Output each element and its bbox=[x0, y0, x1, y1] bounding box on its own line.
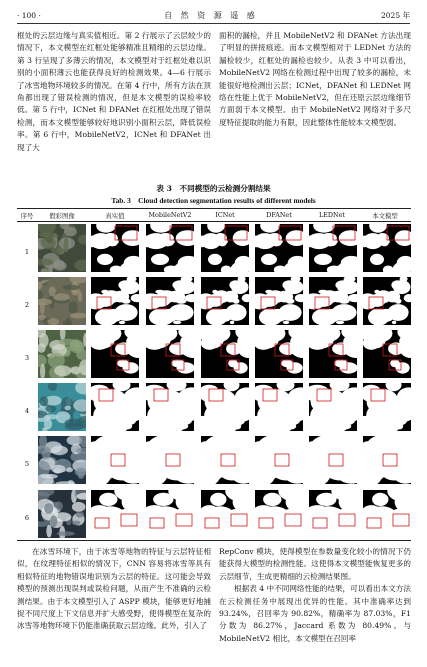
ours-mask-row-4 bbox=[363, 383, 411, 431]
paragraph: RepConv 模块，使得模型在参数量变化较小的情况下仍能获得大模型的检测性能。这使得本文模型能恢复更多的云层细节，生成更精细的云检测结果图。 bbox=[219, 547, 411, 581]
paragraph: 在冰雪环境下，由于冰雪等地物的特征与云层特征相似，在纹理特征相似的情况下，CNN 容易将冰雪等具有相似特征的地物错误地识别为云层的特征。这可能会导致模型的预测出现误判或误检问题，从而产生不准确的云检测结果。由于本文模型引入了 ASPP 模块，能够更好地捕捉不同尺度上下文信息并扩大感受野，使得模型在复杂的冰雪等地物环境下仍能准确获取云层边缘。此外，引入了 bbox=[17, 547, 211, 631]
journal-title: 自 然 资 源 遥 感 bbox=[164, 10, 258, 20]
lednet-mask-row-6 bbox=[309, 490, 357, 538]
table-header-dfanet: DFANet bbox=[266, 211, 292, 219]
icnet-mask-row-4 bbox=[201, 383, 249, 431]
icnet-mask-row-5 bbox=[201, 436, 249, 484]
paragraph: 面积的漏检，并且 MobileNetV2 和 DFANet 方法出现了明显的拼接痕迹。而本文模型相对于 LEDNet 方法的漏检较少，红框处的漏检也较少。从表 3 中可以看出，MobileNetV2 网络在检测过程中出现了较多的漏检，未能很好地检测出云层；ICNet，DFANet 和 LEDNet 网络在性能上优于 MobileNetV2，但在还原云层边缘细节方面弱于本文模型。由于 MobileNetV2 网络对于多尺度特征提取的能力有限，因此整体性能较本文模型弱。 bbox=[219, 31, 411, 127]
lednet-mask-row-1 bbox=[309, 224, 357, 272]
icnet-mask-row-6 bbox=[201, 490, 249, 538]
table-header-ground-truth: 真实值 bbox=[105, 212, 125, 220]
ground-truth-mask-row-3 bbox=[91, 330, 139, 378]
page-number: · 100 · bbox=[17, 10, 41, 20]
ground-truth-mask-row-4 bbox=[91, 383, 139, 431]
table-header-index: 序号 bbox=[20, 212, 34, 220]
lednet-mask-row-5 bbox=[309, 436, 357, 484]
dfanet-mask-row-1 bbox=[255, 224, 303, 272]
ours-mask-row-1 bbox=[363, 224, 411, 272]
paragraph: 框处的云层边缘与真实值相近。第 2 行展示了云层较少的情况下，本文模型在红框处能够精准且精细的云层边缘。第 3 行呈现了多薄云的情况，本文模型对于红框处难以识别的小面积薄云也能获得良好的检测效果。4—6 行展示了冰雪地物环境较多的情况。在第 4 行中，所有方法在顶角都出现了错误检测的情况，但是本文模型的误检率较低。第 5 行中，ICNet 和 DFANet 在红框处出现了错误检测，而本文模型能够较好地识别小面积云层，降低误检率。第 6 行中，MobileNetV2，ICNet 和 DFANet 出现了大 bbox=[17, 31, 211, 152]
dfanet-mask-row-2 bbox=[255, 277, 303, 325]
ours-mask-row-5 bbox=[363, 436, 411, 484]
body-text-top-left bbox=[17, 30, 211, 154]
table-rule-bottom bbox=[17, 540, 411, 541]
icnet-mask-row-3 bbox=[201, 330, 249, 378]
ours-mask-row-6 bbox=[363, 490, 411, 538]
lednet-mask-row-4 bbox=[309, 383, 357, 431]
dfanet-mask-row-4 bbox=[255, 383, 303, 431]
year: 2025 年 bbox=[381, 10, 410, 20]
ground-truth-mask-row-5 bbox=[91, 436, 139, 484]
mobilenetv2-mask-row-1 bbox=[146, 224, 194, 272]
row-number-2: 2 bbox=[24, 301, 30, 309]
false-color-image-row-2 bbox=[38, 277, 86, 325]
table-header-ours: 本文模型 bbox=[372, 212, 398, 220]
table-caption-zh: 表 3 不同模型的云检测分割结果 bbox=[156, 184, 271, 193]
lednet-mask-row-3 bbox=[309, 330, 357, 378]
mobilenetv2-mask-row-3 bbox=[146, 330, 194, 378]
false-color-image-row-4 bbox=[38, 383, 86, 431]
row-number-6: 6 bbox=[24, 514, 30, 522]
false-color-image-row-1 bbox=[38, 224, 86, 272]
table-header-icnet: ICNet bbox=[215, 211, 235, 219]
mobilenetv2-mask-row-5 bbox=[146, 436, 194, 484]
dfanet-mask-row-6 bbox=[255, 490, 303, 538]
ground-truth-mask-row-6 bbox=[91, 490, 139, 538]
ground-truth-mask-row-2 bbox=[91, 277, 139, 325]
mobilenetv2-mask-row-6 bbox=[146, 490, 194, 538]
mobilenetv2-mask-row-2 bbox=[146, 277, 194, 325]
ours-mask-row-3 bbox=[363, 330, 411, 378]
body-text-bottom-left bbox=[17, 546, 211, 633]
body-text-top-right bbox=[219, 30, 411, 129]
table-header-false-color: 假彩图像 bbox=[49, 212, 75, 220]
icnet-mask-row-2 bbox=[201, 277, 249, 325]
row-number-5: 5 bbox=[24, 460, 30, 468]
false-color-image-row-6 bbox=[38, 490, 86, 538]
false-color-image-row-3 bbox=[38, 330, 86, 378]
icnet-mask-row-1 bbox=[201, 224, 249, 272]
row-number-3: 3 bbox=[24, 354, 30, 362]
table-rule-header bbox=[17, 221, 411, 222]
table-caption-en: Tab. 3 Cloud detection segmentation results of different models bbox=[111, 196, 316, 205]
lednet-mask-row-2 bbox=[309, 277, 357, 325]
ours-mask-row-2 bbox=[363, 277, 411, 325]
row-number-1: 1 bbox=[24, 248, 30, 256]
mobilenetv2-mask-row-4 bbox=[146, 383, 194, 431]
table-header-lednet: LEDNet bbox=[319, 211, 345, 219]
ground-truth-mask-row-1 bbox=[91, 224, 139, 272]
body-text-bottom-right bbox=[219, 546, 411, 645]
table-rule-top bbox=[17, 208, 411, 209]
dfanet-mask-row-3 bbox=[255, 330, 303, 378]
running-head bbox=[17, 10, 410, 24]
false-color-image-row-5 bbox=[38, 436, 86, 484]
paragraph: 根据表 4 中不同网络性能的结果，可以看出本文方法在云检测任务中展现出优异的性能。其中准确率达到 93.24%，召回率为 90.82%，精确率为 87.03%，F1 分数为 86.27%，Jaccard 系数为 80.49%。与 MobileNetV2 相比，本文模型在召回率 bbox=[219, 584, 411, 643]
dfanet-mask-row-5 bbox=[255, 436, 303, 484]
row-number-4: 4 bbox=[24, 407, 30, 415]
table-header-mobilenetv2: MobileNetV2 bbox=[148, 211, 192, 219]
